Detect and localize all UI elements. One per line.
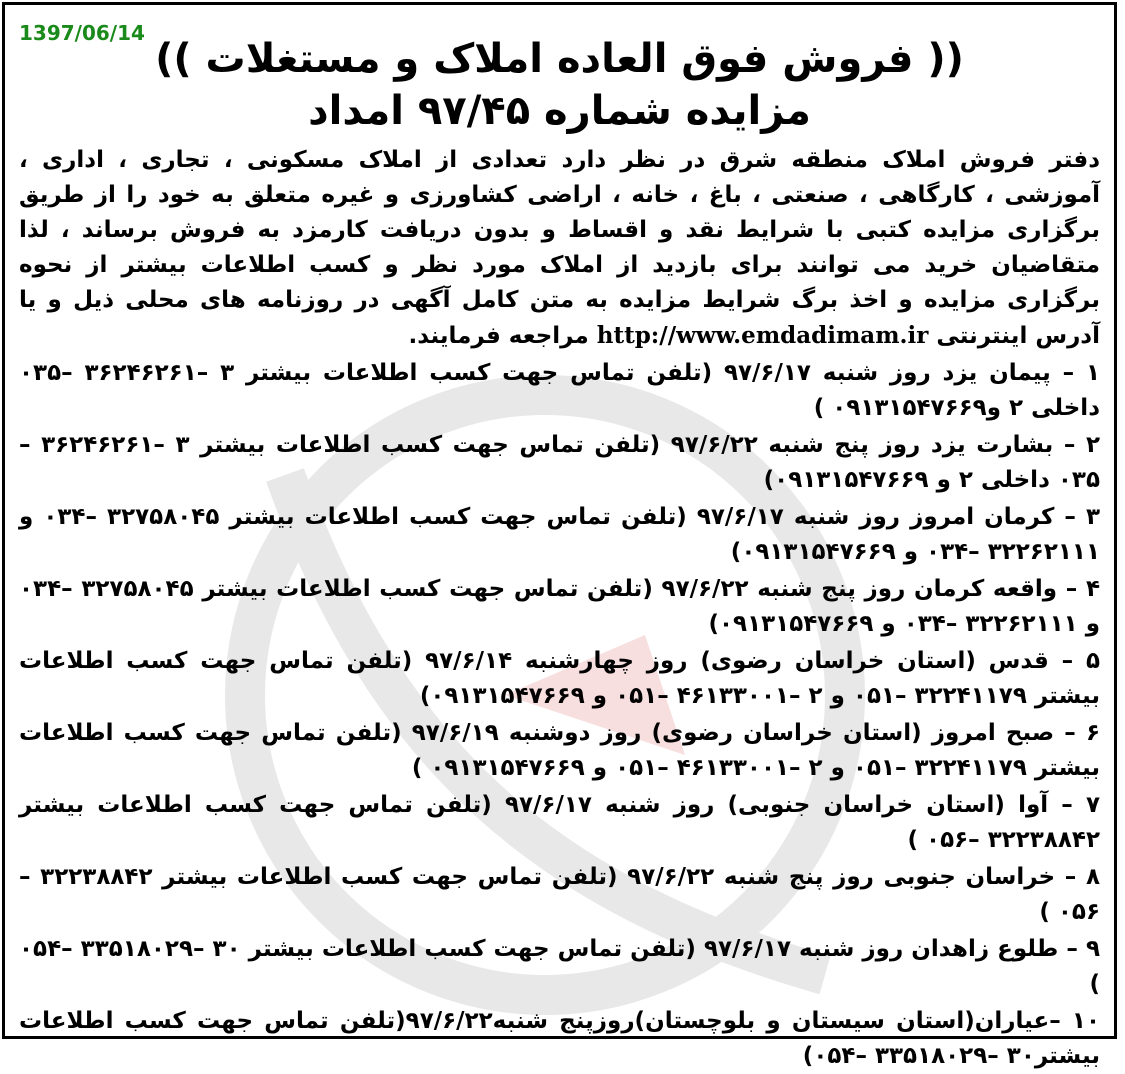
- intro-text: دفتر فروش املاک منطقه شرق در نظر دارد تعدادی از املاک مسکونی ، تجاری ، اداری ، آموزشی ، کارگاهی ، صنعتی ، باغ ، خانه ، اراضی کشاورزی و غیره متعلق به خود را از طریق برگزاری مزایده کتبی با شرایط نقد و اقساط و بدون دریافت کارمزد به فروش برساند ، لذا متقاضیان خرید می توانند برای بازدید از املاک مورد نظر و کسب اطلاعات بیشتر از نحوه برگزاری مزایده و اخذ برگ شرایط مزایده به متن کامل آگهی در روزنامه های محلی ذیل و یا آدرس اینترنتی: [19, 147, 1100, 349]
- newspaper-item-5: ۵ – قدس (استان خراسان رضوی) روز چهارشنبه ۹۷/۶/۱۴ (تلفن تماس جهت کسب اطلاعات بیشتر ۳۲۲۴۱۱۷۹ –۰۵۱ و ۲ –۴۶۱۳۳۰۰۱ –۰۵۱ و ۰۹۱۳۱۵۴۷۶۶۹): [19, 648, 1100, 709]
- newspaper-item-6: ۶ – صبح امروز (استان خراسان رضوی) روز دوشنبه ۹۷/۶/۱۹ (تلفن تماس جهت کسب اطلاعات بیشتر ۳۲۲۴۱۱۷۹ –۰۵۱ و ۲ –۴۶۱۳۳۰۰۱ –۰۵۱ و ۰۹۱۳۱۵۴۷۶۶۹ ): [19, 720, 1100, 781]
- publish-date: 1397/06/14: [19, 21, 145, 45]
- newspaper-item-10: ۱۰ –عیاران(استان سیستان و بلوچستان)روزپنج شنبه۹۷/۶/۲۲(تلفن تماس جهت کسب اطلاعات بیشتر۳۰ –۳۳۵۱۸۰۲۹ –۰۵۴): [19, 1008, 1100, 1069]
- newspaper-item-2: ۲ – بشارت یزد روز پنج شنبه ۹۷/۶/۲۲ (تلفن تماس جهت کسب اطلاعات بیشتر ۳ –۳۶۲۴۶۲۶۱ –۰۳۵ داخلی ۲ و ۰۹۱۳۱۵۴۷۶۶۹): [19, 432, 1101, 493]
- intro-closing: مراجعه فرمایند.: [408, 323, 589, 349]
- website-link[interactable]: http://www.emdadimam.ir: [596, 322, 929, 349]
- newspaper-item-4: ۴ – واقعه کرمان روز پنج شنبه ۹۷/۶/۲۲ (تلفن تماس جهت کسب اطلاعات بیشتر ۳۲۷۵۸۰۴۵ –۰۳۴ و ۳۲۲۶۲۱۱۱ –۰۳۴ و ۰۹۱۳۱۵۴۷۶۶۹): [19, 576, 1100, 637]
- newspaper-item-9: ۹ – طلوع زاهدان روز شنبه ۹۷/۶/۱۷ (تلفن تماس جهت کسب اطلاعات بیشتر ۳۰ –۳۳۵۱۸۰۲۹ –۰۵۴ ): [19, 936, 1100, 997]
- newspaper-item-1: ۱ – پیمان یزد روز شنبه ۹۷/۶/۱۷ (تلفن تماس جهت کسب اطلاعات بیشتر ۳ –۳۶۲۴۶۲۶۱ –۰۳۵ داخلی ۲ و۰۹۱۳۱۵۴۷۶۶۹ ): [19, 360, 1100, 421]
- intro-paragraph: [19, 143, 1100, 354]
- ad-title: (( فروش فوق العاده املاک و مستغلات )): [155, 36, 964, 82]
- newspaper-item-8: ۸ – خراسان جنوبی روز پنج شنبه ۹۷/۶/۲۲ (تلفن تماس جهت کسب اطلاعات بیشتر ۳۲۲۳۸۸۴۲ –۰۵۶ ): [19, 864, 1100, 925]
- advertisement-frame: [2, 2, 1117, 1069]
- newspaper-item-3: ۳ – کرمان امروز روز شنبه ۹۷/۶/۱۷ (تلفن تماس جهت کسب اطلاعات بیشتر ۳۲۷۵۸۰۴۵ –۰۳۴ و ۳۲۲۶۲۱۱۱ –۰۳۴ و ۰۹۱۳۱۵۴۷۶۶۹): [19, 504, 1100, 565]
- newspaper-item-7: ۷ – آوا (استان خراسان جنوبی) روز شنبه ۹۷/۶/۱۷ (تلفن تماس جهت کسب اطلاعات بیشتر ۳۲۲۳۸۸۴۲ –۰۵۶ ): [19, 792, 1101, 853]
- ad-content: [19, 33, 1100, 1074]
- auction-number: مزایده شماره ۹۷/۴۵ امداد: [308, 88, 811, 134]
